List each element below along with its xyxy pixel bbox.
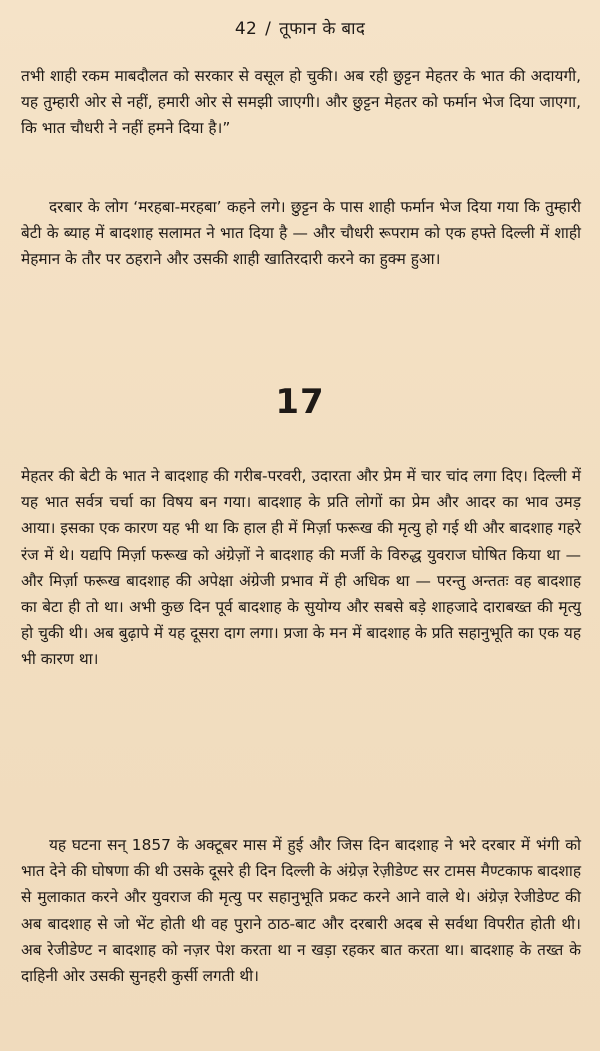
paragraph-4: यह घटना सन् 1857 के अक्टूबर मास में हुई और जिस दिन बादशाह ने भरे दरबार में भंगी को भात देने की घोषणा की थी उसके दूसरे ही दिन दिल्ली के अंग्रेज़ रेज़ीडेण्ट सर टामस मैण्टकाफ बादशाह से मुलाकात करने और युवराज की मृत्यु पर सहानुभूति प्रकट करने आने वाले थे। अंग्रेज़ रेजीडेण्ट की अब बादशाह से जो भेंट होती थी वह पुराने ठाठ-बाट और दरबारी अदब से सर्वथा विपरीत होती थी। अब रेजीडेण्ट न बादशाह को नज़र पेश करता था न खड़ा रहकर बात करता था। बादशाह के तख्त के दाहिनी ओर उसकी सुनहरी कुर्सी लगती थी। bbox=[21, 836, 581, 986]
paragraph-1: तभी शाही रकम माबदौलत को सरकार से वसूल हो चुकी। अब रही छुट्टन मेहतर के भात की अदायगी, यह तुम्हारी ओर से नहीं, हमारी ओर से समझी जाएगी। और छुट्टन मेहतर को फर्मान भेज दिया जाएगा, कि भात चौधरी ने नहीं हमने दिया है।” bbox=[21, 67, 581, 138]
header-separator: / bbox=[265, 19, 272, 39]
page-number: 42 bbox=[234, 19, 258, 39]
chapter-number: 17 bbox=[275, 382, 325, 422]
book-title: तूफान के बाद bbox=[279, 19, 366, 39]
page-header bbox=[0, 16, 600, 39]
paragraph-2: दरबार के लोग ‘मरहबा-मरहबा’ कहने लगे। छुट्टन के पास शाही फर्मान भेज दिया गया कि तुम्हारी बेटी के ब्याह में बादशाह सलामत ने भात दिया है — और चौधरी रूपराम को एक हफ्ते दिल्ली में शाही मेहमान के तौर पर ठहराने और उसकी शाही खातिरदारी करने का हुक्म हुआ। bbox=[21, 198, 581, 269]
paragraph-3: मेहतर की बेटी के भात ने बादशाह की गरीब-परवरी, उदारता और प्रेम में चार चांद लगा दिए। दिल्ली में यह भात सर्वत्र चर्चा का विषय बन गया। बादशाह के प्रति लोगों का प्रेम और आदर का भाव उमड़ आया। इसका एक कारण यह भी था कि हाल ही में मिर्ज़ा फरूख की मृत्यु हो गई थी और बादशाह गहरे रंज में थे। यद्यपि मिर्ज़ा फरूख को अंग्रेज़ों ने बादशाह की मर्जी के विरुद्ध युवराज घोषित किया था — और मिर्ज़ा फरूख बादशाह की अपेक्षा अंग्रेजी प्रभाव में ही अधिक था — परन्तु अन्ततः वह बादशाह का बेटा ही तो था। अभी कुछ दिन पूर्व बादशाह के सुयोग्य और सबसे बड़े शाहजादे दाराबख्त की मृत्यु हो चुकी थी। अब बुढ़ापे में यह दूसरा दाग लगा। प्रजा के मन में बादशाह के प्रति सहानुभूति का एक यह भी कारण था। bbox=[21, 467, 582, 669]
